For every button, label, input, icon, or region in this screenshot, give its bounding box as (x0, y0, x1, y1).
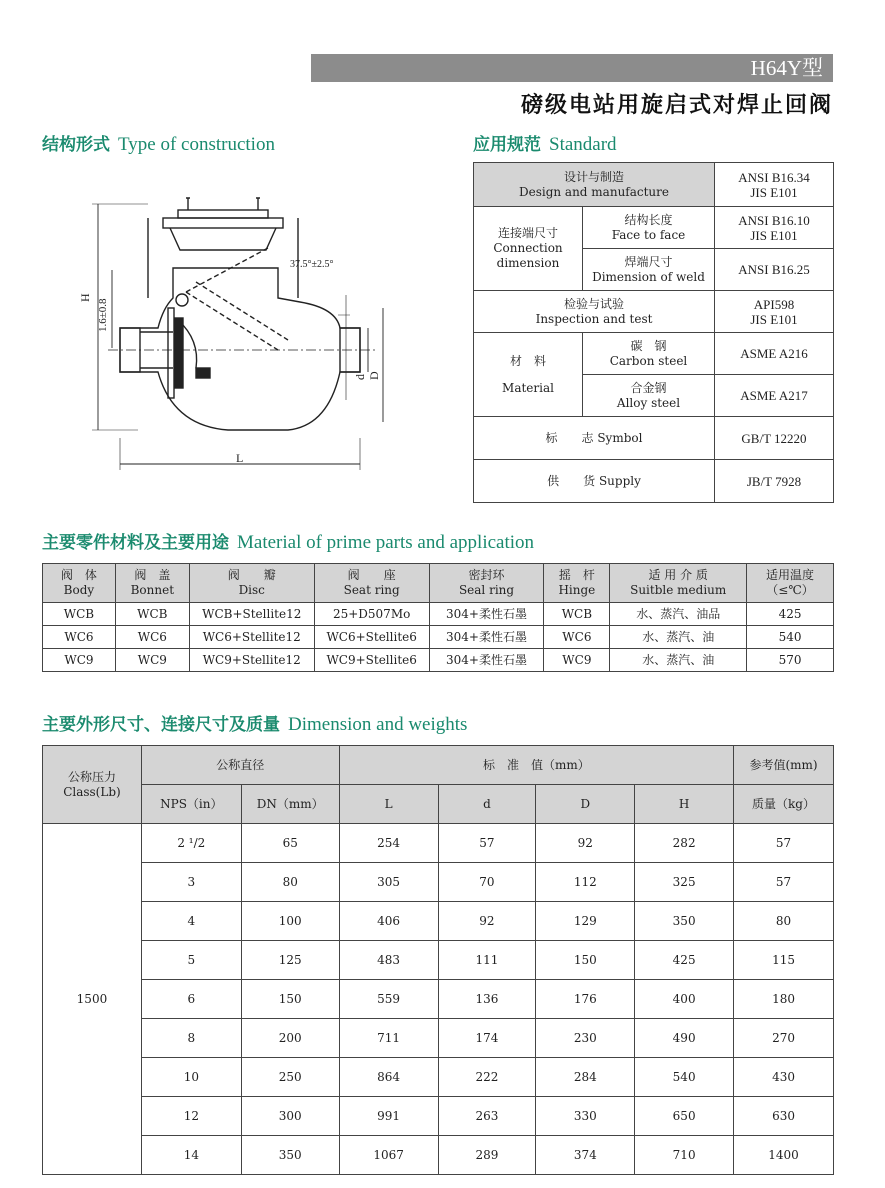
standard-table (473, 162, 834, 503)
material-title-cn: 主要零件材料及主要用途 (42, 533, 229, 553)
construction-title-en: Type of construction (118, 134, 275, 155)
dn-header: DN（mm） (241, 785, 339, 824)
construction-title-cn: 结构形式 (42, 135, 110, 155)
table-row: 4 100 406 92 129 350 80 (43, 902, 834, 941)
dimension-table (42, 745, 834, 1175)
weld-label: 焊端尺寸 Dimension of weld (583, 249, 715, 291)
material-title (42, 528, 534, 554)
small-d-header: d (438, 785, 536, 824)
product-title: 磅级电站用旋启式对焊止回阀 (520, 93, 833, 118)
table-row: 12 300 991 263 330 650 630 (43, 1097, 834, 1136)
supply-value: JB/T 7928 (715, 460, 834, 503)
table-row: WC6 WC6 WC6+Stellite12 WC6+Stellite6 304+柔性石墨 WC6 水、蒸汽、油 540 (43, 626, 834, 649)
material-label: 材 料 Material (474, 333, 583, 417)
table-row: 1500 2 ¹/2 65 254 57 92 282 57 (43, 824, 834, 863)
connection-label: 连接端尺寸 Connection dimension (474, 207, 583, 291)
inspection-value: API598 JIS E101 (715, 291, 834, 333)
reference-header: 参考值(mm) (734, 746, 834, 785)
dimension-title (42, 710, 467, 736)
table-row: 6 150 559 136 176 400 180 (43, 980, 834, 1019)
construction-title (42, 130, 275, 156)
table-row: WC9 WC9 WC9+Stellite12 WC9+Stellite6 304+柔性石墨 WC9 水、蒸汽、油 570 (43, 649, 834, 672)
diagram-angle-label: 37.5°±2.5° (290, 259, 334, 270)
dimension-title-cn: 主要外形尺寸、连接尺寸及质量 (42, 715, 280, 735)
diagram-h-label: H (78, 293, 92, 302)
table-row: 14 350 1067 289 374 710 1400 (43, 1136, 834, 1175)
class-value: 1500 (43, 824, 142, 1175)
alloy-steel-value: ASME A217 (715, 375, 834, 417)
table-row: 5 125 483 111 150 425 115 (43, 941, 834, 980)
dimension-title-en: Dimension and weights (288, 714, 468, 735)
material-header-row (43, 564, 834, 603)
material-table (42, 563, 834, 672)
weight-header: 质量（kg） (734, 785, 834, 824)
standard-value-header: 标 准 值（mm） (339, 746, 733, 785)
diagram-d-label: d (353, 374, 367, 380)
material-header-cell: 阀 盖 Bonnet (115, 564, 189, 603)
valve-diagram (78, 190, 398, 480)
material-title-en: Material of prime parts and application (237, 532, 535, 553)
alloy-steel-label: 合金钢 Alloy steel (583, 375, 715, 417)
diagram-D-label: D (367, 371, 381, 380)
carbon-steel-value: ASME A216 (715, 333, 834, 375)
table-row: 3 80 305 70 112 325 57 (43, 863, 834, 902)
material-header-cell: 适 用 介 质 Suitble medium (610, 564, 747, 603)
material-header-cell: 阀 瓣 Disc (189, 564, 314, 603)
weld-value: ANSI B16.25 (715, 249, 834, 291)
standard-title-cn: 应用规范 (473, 135, 541, 155)
material-header-cell: 适用温度 （≤℃） (747, 564, 834, 603)
h-header: H (635, 785, 734, 824)
symbol-value: GB/T 12220 (715, 417, 834, 460)
standard-title-en: Standard (549, 134, 617, 155)
design-label: 设计与制造 Design and manufacture (474, 163, 715, 207)
symbol-label: 标 志 Symbol (474, 417, 715, 460)
material-header-cell: 阀 座 Seat ring (314, 564, 429, 603)
material-header-cell: 摇 杆 Hinge (544, 564, 610, 603)
face-to-face-value: ANSI B16.10 JIS E101 (715, 207, 834, 249)
face-to-face-label: 结构长度 Face to face (583, 207, 715, 249)
table-row: WCB WCB WCB+Stellite12 25+D507Mo 304+柔性石墨 WCB 水、蒸汽、油品 425 (43, 603, 834, 626)
standard-title (473, 130, 617, 156)
supply-label: 供 货 Supply (474, 460, 715, 503)
nominal-header: 公称直径 (141, 746, 339, 785)
diagram-h-tol-label: 1.6±0.8 (97, 298, 109, 332)
material-header-cell: 密封环 Seal ring (429, 564, 544, 603)
l-header: L (339, 785, 438, 824)
nps-header: NPS（in） (141, 785, 241, 824)
model-label: H64Y型 (311, 54, 833, 82)
table-row: 10 250 864 222 284 540 430 (43, 1058, 834, 1097)
inspection-label: 检验与试验 Inspection and test (474, 291, 715, 333)
carbon-steel-label: 碳 钢 Carbon steel (583, 333, 715, 375)
table-row: 8 200 711 174 230 490 270 (43, 1019, 834, 1058)
design-value: ANSI B16.34 JIS E101 (715, 163, 834, 207)
diagram-L-label: L (236, 451, 244, 465)
big-d-header: D (536, 785, 635, 824)
material-header-cell: 阀 体 Body (43, 564, 116, 603)
pressure-header: 公称压力 Class(Lb) (43, 746, 142, 824)
